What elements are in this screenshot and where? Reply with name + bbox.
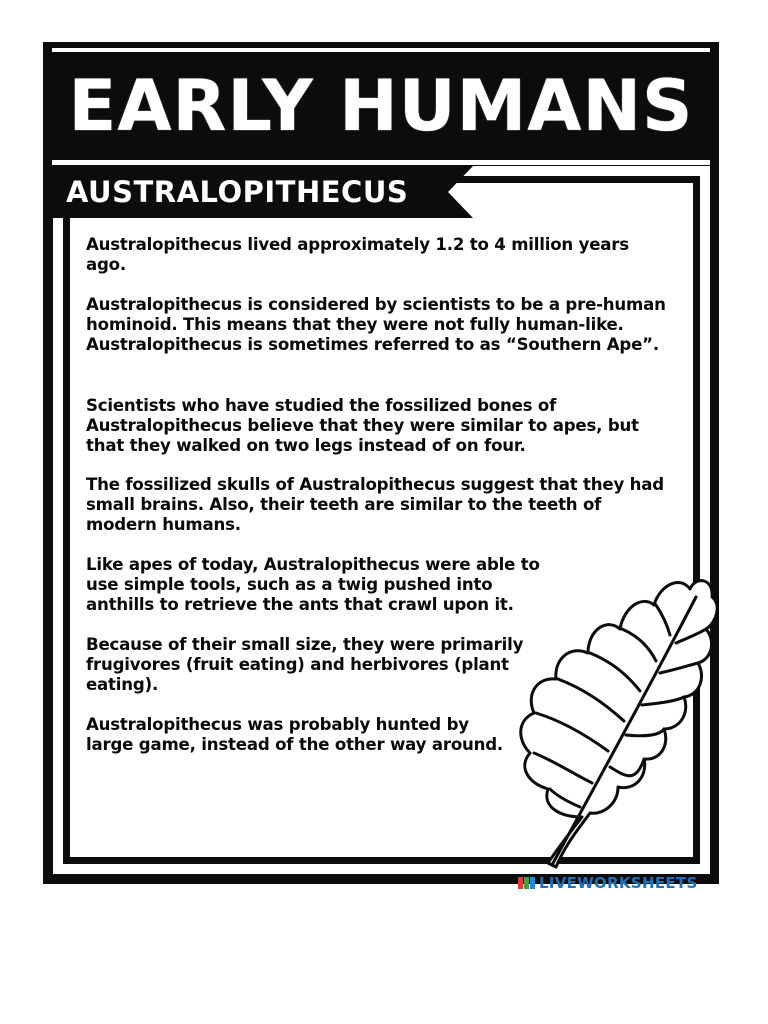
page-title: EARLY HUMANS	[68, 65, 694, 147]
section-heading: AUSTRALOPITHECUS	[66, 175, 409, 209]
paragraph-2: Australopithecus is considered by scientists to be a pre-human hominoid. This means that they were not fully human-like. Australopithecus is sometimes referred to as “Southern Ape”.	[86, 295, 666, 354]
paragraph-1: Australopithecus lived approximately 1.2 to 4 million years ago.	[86, 235, 629, 274]
paragraph-4: The fossilized skulls of Australopithecus suggest that they had small brains. Also, their teeth are similar to the teeth of modern humans.	[86, 475, 664, 534]
watermark	[518, 874, 698, 892]
watermark-text: LIVEWORKSHEETS	[539, 874, 698, 892]
paragraph-6: Because of their small size, they were primarily frugivores (fruit eating) and herbivores (plant eating).	[86, 635, 524, 694]
paragraph-5: Like apes of today, Australopithecus were able to use simple tools, such as a twig pushed into anthills to retrieve the ants that crawl upon it.	[86, 555, 540, 614]
title-divider	[52, 160, 710, 165]
paragraph-7: Australopithecus was probably hunted by large game, instead of the other way around.	[86, 715, 504, 754]
oak-leaf-icon	[500, 545, 720, 875]
liveworksheets-logo-icon	[518, 876, 536, 890]
paragraph-3: Scientists who have studied the fossilized bones of Australopithecus believe that they were similar to apes, but that they walked on two legs instead of on four.	[86, 396, 639, 455]
